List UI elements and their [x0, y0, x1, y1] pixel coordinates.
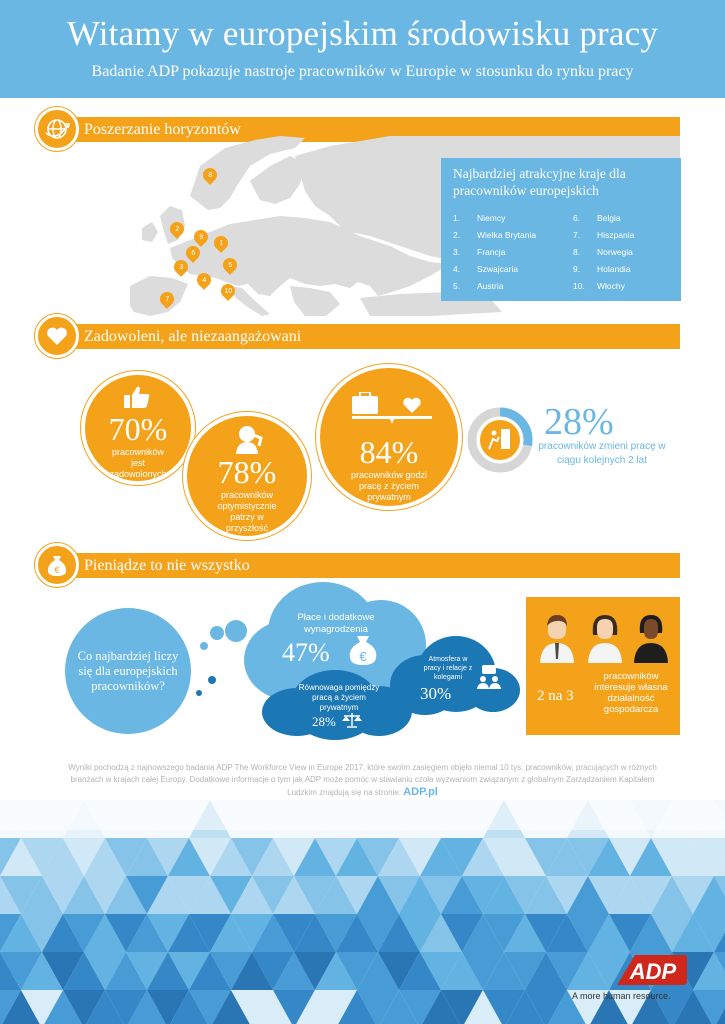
heart-icon [38, 317, 76, 355]
countries-title: Najbardziej atrakcyjne kraje dla pracowników europejskich [453, 166, 626, 198]
bubble-dot [210, 626, 224, 640]
bubble-dot [200, 642, 208, 650]
salary-label: Płace i dodatkowe wynagrodzenia [297, 612, 375, 635]
country-item: 8. Norwegia [573, 247, 633, 257]
countries-panel [441, 158, 681, 301]
balance-label: Równowaga pomiędzy pracą a życiem prywatnym [298, 683, 380, 712]
country-item: 4. Szwajcaria [453, 264, 519, 274]
question-text: Co najbardziej liczy się dla europejskich pracowników? [77, 648, 179, 693]
map-pin: 1 [211, 233, 231, 253]
map-pin: 9 [191, 227, 211, 247]
bubble-dot [196, 690, 202, 696]
thumbs-up-icon [123, 385, 151, 414]
money-bag-icon [348, 634, 378, 671]
country-item: 3. Francja [453, 247, 506, 257]
map-pin: 2 [167, 219, 187, 239]
stat-satisfied-value: 70% [108, 411, 168, 447]
scale-icon [342, 712, 362, 733]
map-pin: 8 [200, 165, 220, 185]
svg-text:€: € [359, 649, 367, 664]
footer-note-text: Wyniki pochodzą z najnowszego badania ADP The Workforce View in Europe 2017, które swoim zasięgiem objęło niemal 10 tys. pracowników, pracujących w różnych branżach w krajach całej Europy. Dodatkowe informacje o tym jak ADP może pomóc w stawianiu czoła wyzwaniom związanym z globalnym Zarządzaniem Kapitałem Ludzkim znajdują się na stronie: [68, 763, 657, 797]
section-title-satisfied: Zadowoleni, ale niezaangażowani [84, 328, 302, 345]
section-badge-money [35, 543, 79, 587]
section-badge-satisfied [35, 314, 79, 358]
salary-value: 47% [282, 638, 330, 667]
scale-icon [350, 392, 434, 429]
adp-link[interactable]: ADP.pl [403, 786, 438, 798]
map-pin: 6 [183, 243, 203, 263]
ratio-value: 2 na 3 [537, 688, 574, 704]
stat-balance-circle [316, 364, 462, 510]
bubble-dot [225, 620, 247, 642]
atmosphere-label: Atmosfera w pracy i relacje z kolegami [423, 656, 473, 681]
globe-icon [38, 110, 76, 148]
map-pin: 10 [218, 281, 238, 301]
section-title-horizons: Poszerzanie horyzontów [84, 121, 241, 138]
svg-text:ADP: ADP [629, 959, 677, 984]
stat-satisfied-text: pracowników jest zadowolonych [109, 447, 167, 479]
stat-balance-value: 84% [359, 434, 419, 470]
adp-logo [615, 953, 689, 992]
country-item: 2. Wielka Brytania [453, 230, 537, 240]
stat-satisfied-circle [81, 371, 195, 485]
money-bag-icon [38, 546, 76, 584]
footer-note [55, 762, 670, 799]
man-avatar-icon [540, 613, 574, 668]
pattern-fade [0, 800, 725, 830]
stat-change-text: pracowników zmieni pracę w ciągu kolejnych 2 lat [538, 441, 666, 466]
atmosphere-value: 30% [420, 684, 452, 703]
page-title: Witamy w europejskim środowisku pracy [66, 14, 659, 53]
country-item: 1. Niemcy [453, 213, 506, 223]
stat-balance-text: pracowników godzi pracę z życiem prywatnym [350, 470, 428, 502]
people-chat-icon [476, 664, 502, 695]
adp-tagline: A more human resource. [572, 991, 671, 1001]
section-badge-horizons [35, 107, 79, 151]
balance-value: 28% [312, 714, 336, 729]
bubble-dot [208, 676, 216, 684]
country-item: 9. Holandia [573, 264, 631, 274]
country-item: 10. Włochy [573, 281, 625, 291]
ratio-text: pracowników interesuje własna działalność gospodarcza [594, 671, 668, 715]
stat-optimistic-value: 78% [217, 454, 277, 490]
map-pin: 4 [194, 270, 214, 290]
question-bubble [65, 608, 191, 734]
svg-text:€: € [54, 565, 60, 575]
woman-avatar-icon [588, 613, 622, 668]
map-pin: 5 [220, 255, 240, 275]
stat-optimistic-text: pracowników optymistycznie patrzy w przyszłość [217, 490, 277, 533]
map-pin: 7 [157, 289, 177, 309]
country-item: 7. Hiszpania [573, 230, 635, 240]
country-item: 6. Belgia [573, 213, 621, 223]
stat-change-ring [467, 407, 533, 473]
country-item: 5. Austria [453, 281, 504, 291]
header-banner [0, 0, 725, 98]
map-pin: 3 [171, 257, 191, 277]
stat-optimistic-circle [183, 412, 311, 540]
stat-change-value: 28% [544, 401, 614, 443]
page-subtitle: Badanie ADP pokazuje nastroje pracowników w Europie w stosunku do rynku pracy [91, 63, 634, 80]
woman-avatar-icon [634, 613, 668, 668]
section-title-money: Pieniądze to nie wszystko [84, 557, 250, 574]
